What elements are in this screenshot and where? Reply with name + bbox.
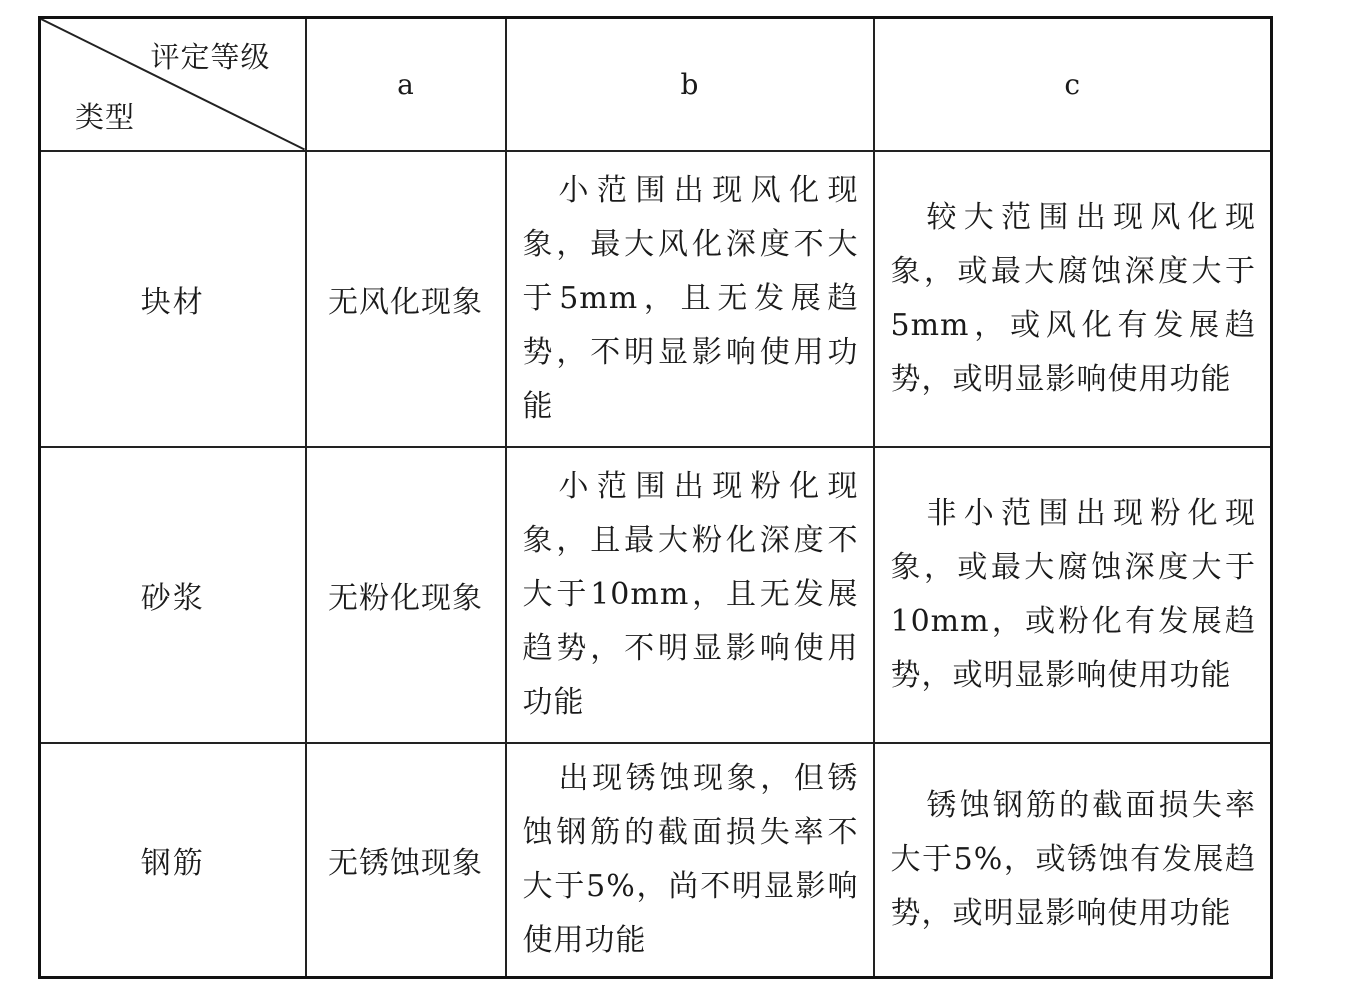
grade-b-cell: 小范围出现粉化现象，且最大粉化深度不大于10mm，且无发展趋势，不明显影响使用功能 [506, 447, 874, 743]
grade-a-cell: 无风化现象 [306, 151, 506, 447]
grade-b-cell: 出现锈蚀现象，但锈蚀钢筋的截面损失率不大于5%，尚不明显影响使用功能 [506, 743, 874, 978]
type-cell: 砂浆 [40, 447, 306, 743]
type-cell: 钢筋 [40, 743, 306, 978]
grade-c-cell: 较大范围出现风化现象，或最大腐蚀深度大于5mm，或风化有发展趋势，或明显影响使用功能 [874, 151, 1272, 447]
type-header-label: 类型 [75, 99, 136, 134]
table-row-block-material [40, 151, 1272, 447]
grade-a-cell: 无锈蚀现象 [306, 743, 506, 978]
grade-a-header: a [306, 18, 506, 151]
diagonal-header-cell [40, 18, 306, 151]
table-row-rebar [40, 743, 1272, 978]
grade-c-cell: 锈蚀钢筋的截面损失率大于5%，或锈蚀有发展趋势，或明显影响使用功能 [874, 743, 1272, 978]
grade-c-cell: 非小范围出现粉化现象，或最大腐蚀深度大于10mm，或粉化有发展趋势，或明显影响使用功能 [874, 447, 1272, 743]
grade-a-cell: 无粉化现象 [306, 447, 506, 743]
table-row-mortar [40, 447, 1272, 743]
grade-table [38, 16, 1273, 979]
header-row [40, 18, 1272, 151]
grade-header-label: 评定等级 [150, 40, 271, 74]
grade-b-cell: 小范围出现风化现象，最大风化深度不大于5mm，且无发展趋势，不明显影响使用功能 [506, 151, 874, 447]
type-cell: 块材 [40, 151, 306, 447]
grade-c-header: c [874, 18, 1272, 151]
grade-b-header: b [506, 18, 874, 151]
